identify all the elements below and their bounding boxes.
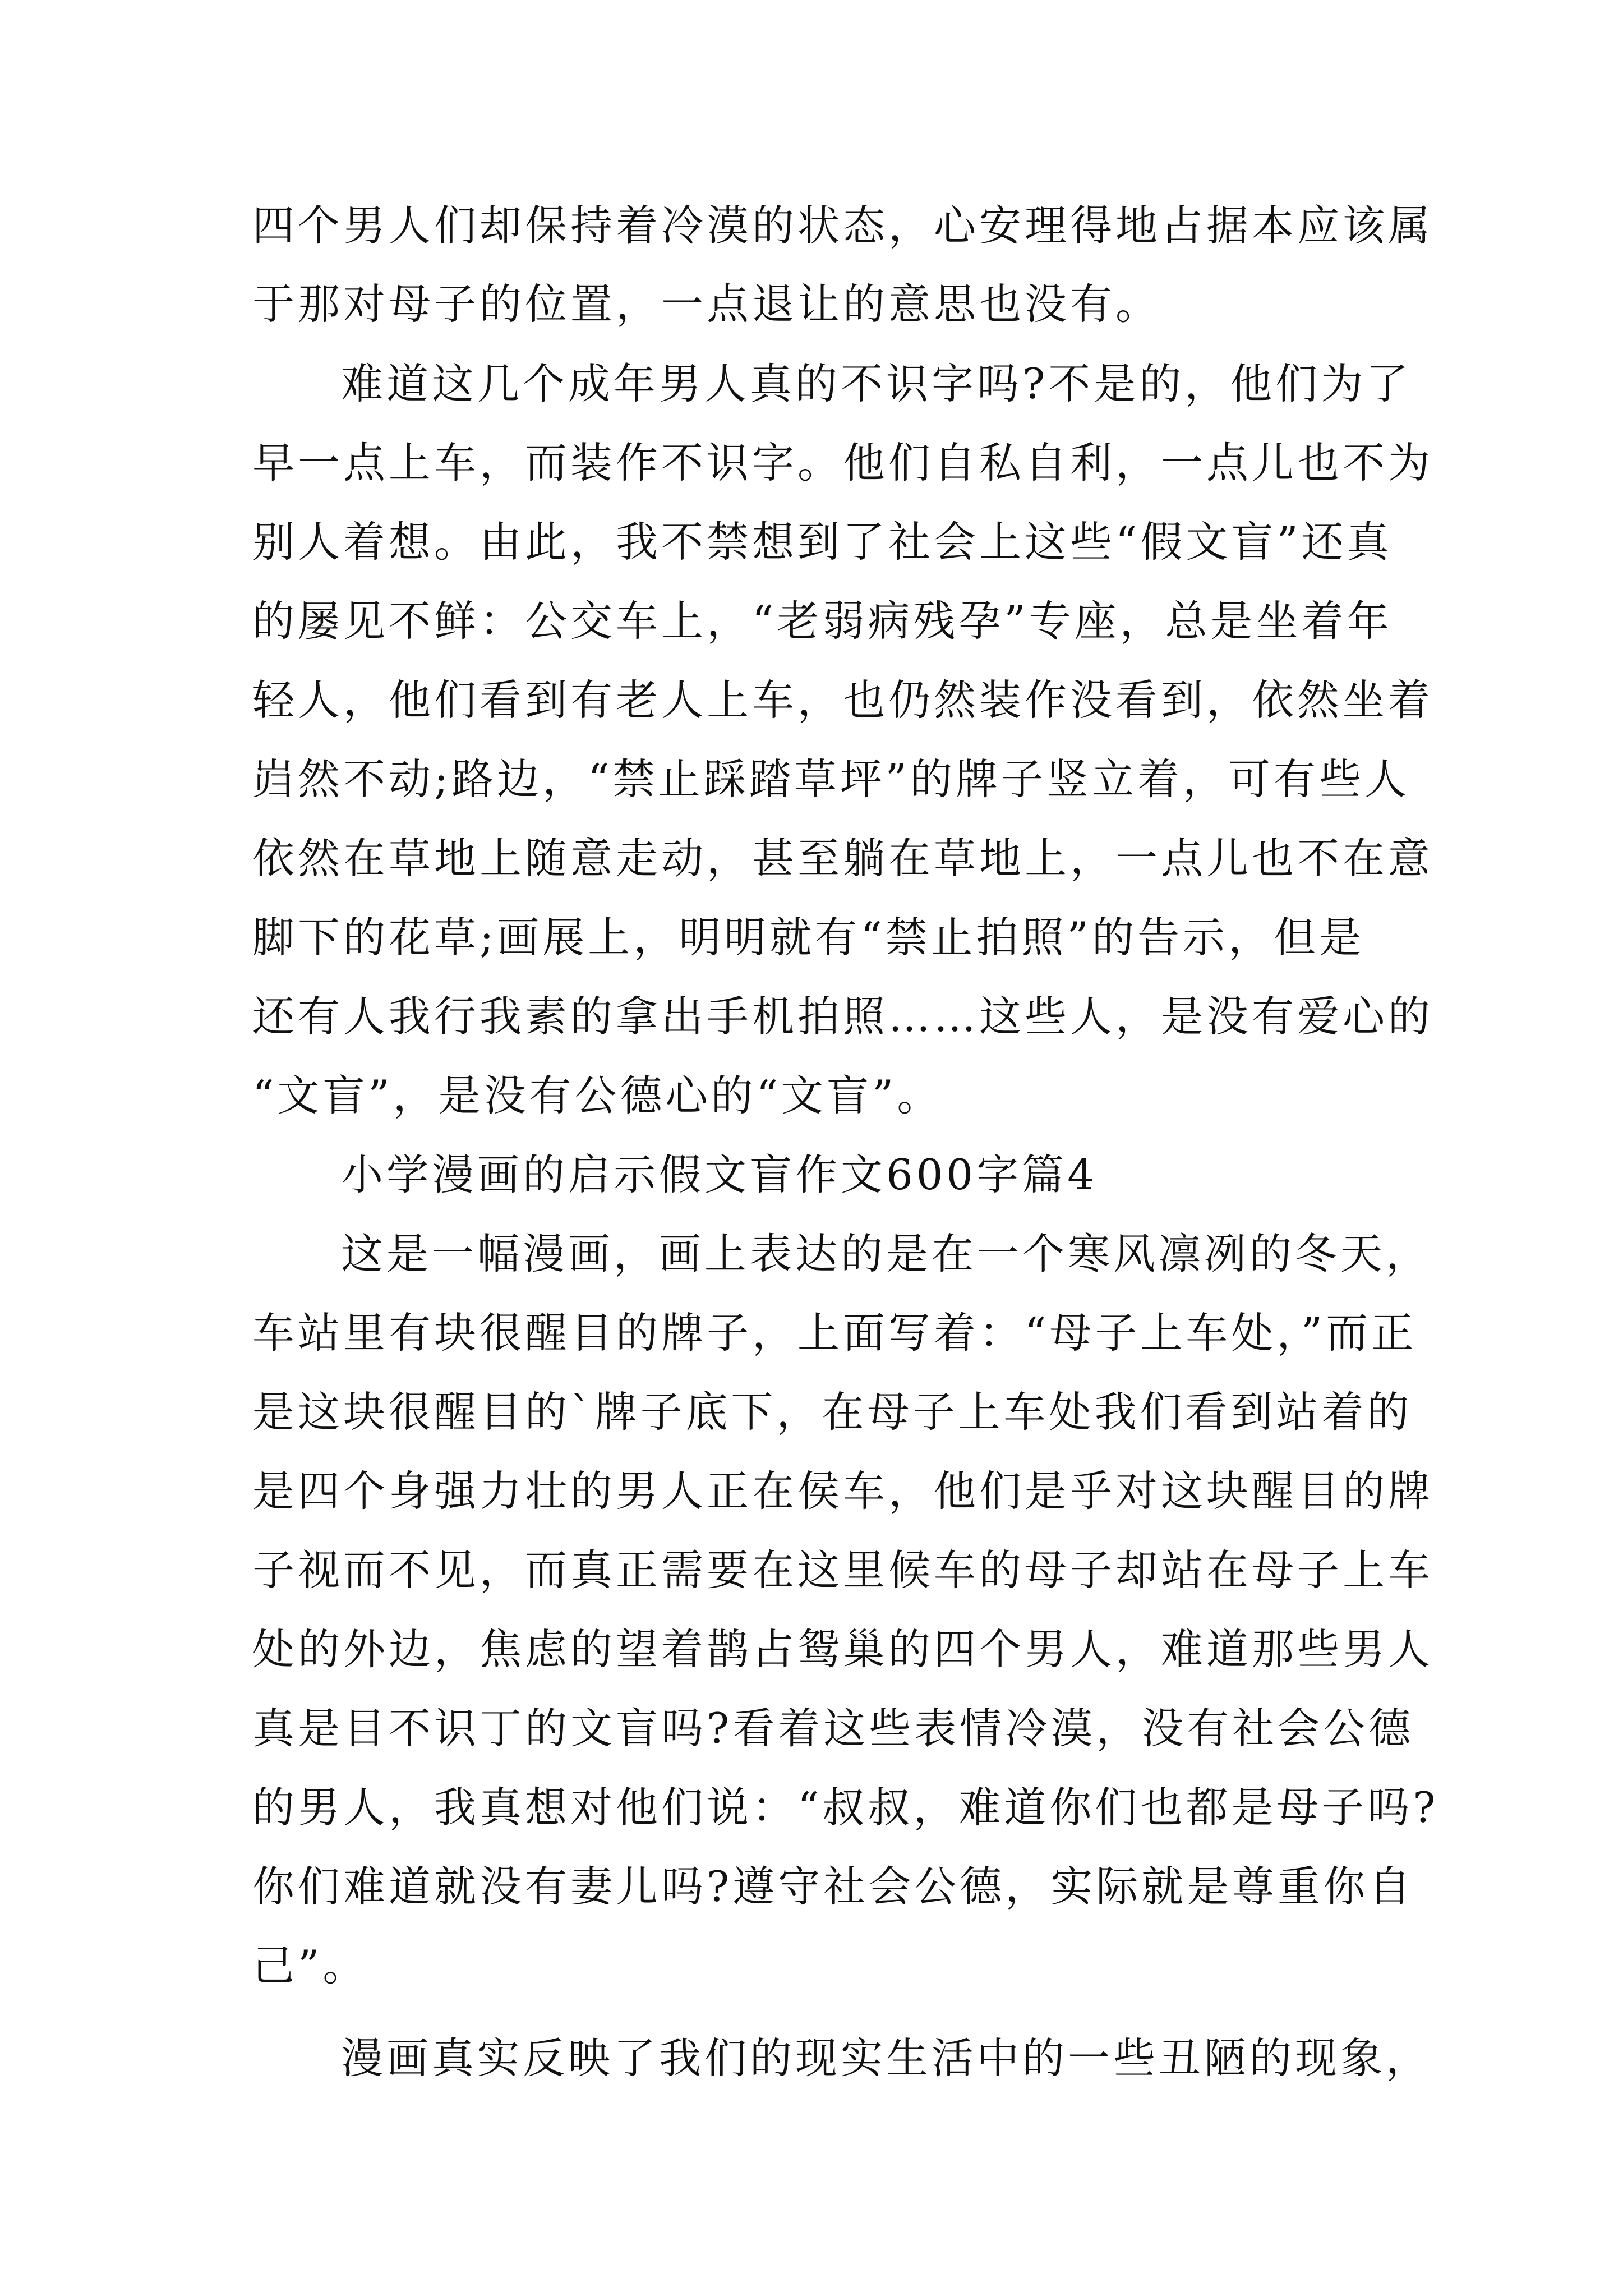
paragraph-line: 漫画真实反映了我们的现实生活中的一些丑陋的现象， (341, 2033, 1432, 2083)
paragraph-line: 真是目不识丁的文盲吗?看着这些表情冷漠，没有社会公德 (252, 1704, 1414, 1753)
paragraph-line: 早一点上车，而装作不识字。他们自私自利，一点儿也不为 (252, 438, 1434, 487)
paragraph-line: 己”。 (252, 1941, 368, 1990)
paragraph-line: 难道这几个成年男人真的不识字吗?不是的，他们为了 (341, 359, 1412, 408)
paragraph-line: 是这块很醒目的`牌子底下，在母子上车处我们看到站着的 (252, 1387, 1413, 1437)
paragraph-line: 脚下的花草;画展上，明明就有“禁止拍照”的告示，但是 (252, 913, 1364, 962)
paragraph-line: 别人着想。由此，我不禁想到了社会上这些“假文盲”还真 (252, 517, 1393, 567)
paragraph-line: 的男人，我真想对他们说：“叔叔，难道你们也都是母子吗? (252, 1783, 1439, 1832)
paragraph-line: 还有人我行我素的拿出手机拍照……这些人，是没有爱心的 (252, 992, 1434, 1041)
paragraph-line: 你们难道就没有妻儿吗?遵守社会公德，实际就是尊重你自 (252, 1862, 1414, 1911)
paragraph-line: 的屡见不鲜：公交车上，“老弱病残孕”专座，总是坐着年 (252, 596, 1393, 646)
paragraph-line: 子视而不见，而真正需要在这里候车的母子却站在母子上车 (252, 1545, 1434, 1595)
paragraph-line: “文盲”，是没有公德心的“文盲”。 (252, 1071, 943, 1120)
paragraph-line: 四个男人们却保持着冷漠的状态，心安理得地占据本应该属 (252, 201, 1434, 250)
paragraph-line: 岿然不动;路边，“禁止踩踏草坪”的牌子竖立着，可有些人 (252, 754, 1410, 804)
paragraph-line: 车站里有块很醒目的牌子，上面写着：“母子上车处，”而正 (252, 1308, 1417, 1358)
paragraph-line: 轻人，他们看到有老人上车，也仍然装作没看到，依然坐着 (252, 675, 1434, 725)
paragraph-line: 于那对母子的位置，一点退让的意思也没有。 (252, 279, 1161, 329)
paragraph-line: 是四个身强力壮的男人正在侯车，他们是乎对这块醒目的牌 (252, 1466, 1434, 1516)
paragraph-line: 处的外边，焦虑的望着鹊占鸳巢的四个男人，难道那些男人 (252, 1625, 1434, 1674)
paragraph-line: 这是一幅漫画，画上表达的是在一个寒风凛冽的冬天， (341, 1229, 1432, 1278)
section-heading: 小学漫画的启示假文盲作文600字篇4 (341, 1150, 1098, 1199)
paragraph-line: 依然在草地上随意走动，甚至躺在草地上，一点儿也不在意 (252, 834, 1434, 883)
